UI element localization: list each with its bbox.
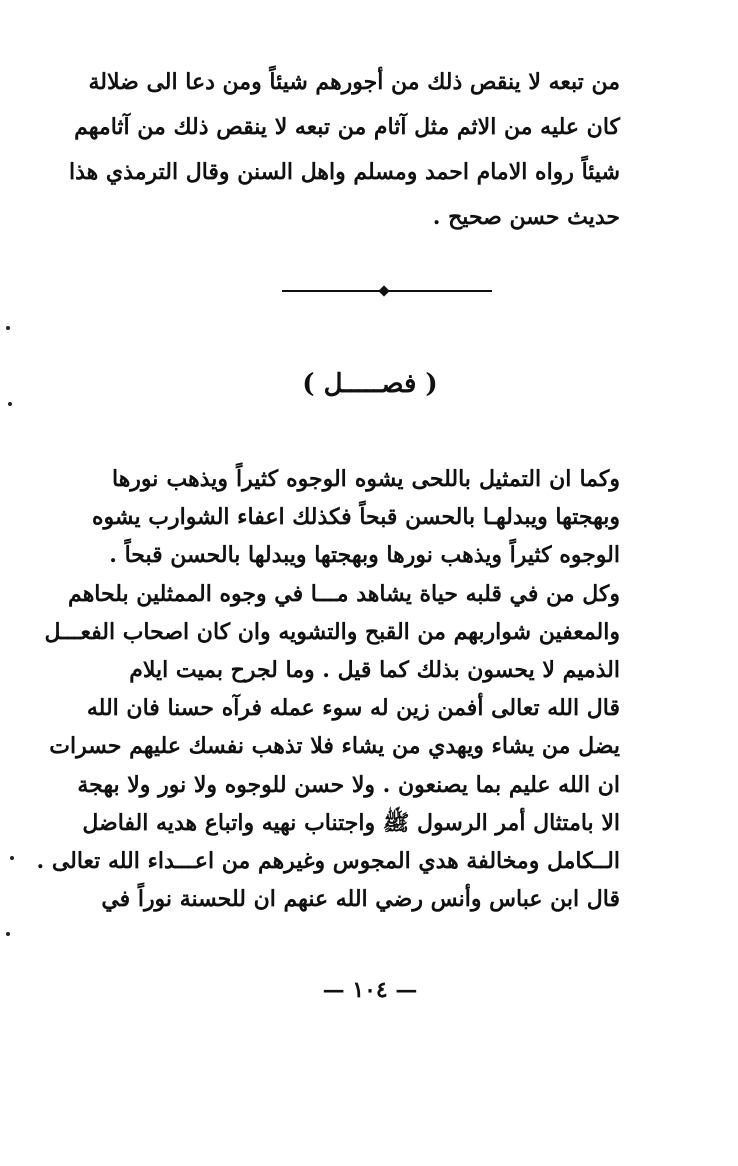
text-line: كان عليه من الاثم مثل آثام من تبعه لا ينقص ذلك من آثامهم xyxy=(74,114,620,140)
text-line: وبهجتها ويبدلهـا بالحسن قبحاً فكذلك اعفاء الشوارب يشوه xyxy=(91,504,620,531)
page-number: — ١٠٤ — xyxy=(322,977,418,1003)
text-line: الوجوه كثيراً ويذهب نورها وبهجتها ويبدلها بالحسن قبحاً . xyxy=(109,542,620,569)
text-line: حديث حسن صحيح . xyxy=(432,204,620,230)
scan-speck xyxy=(10,856,14,860)
scan-speck xyxy=(6,932,10,936)
text-line: الــكامل ومخالفة هدي المجوس وغيرهم من اعـــداء الله تعالى . xyxy=(36,847,620,874)
text-line: من تبعه لا ينقص ذلك من أجورهم شيئاً ومن دعا الى ضلالة xyxy=(88,69,620,95)
scan-speck xyxy=(6,326,10,330)
divider-diamond-icon xyxy=(378,285,389,296)
scan-speck xyxy=(8,402,12,406)
text-line: والمعفين شواربهم من القبح والتشويه وان كان اصحاب الفعـــل xyxy=(44,618,620,645)
text-line: قال الله تعالى أفمن زين له سوء عمله فرآه حسنا فان الله xyxy=(86,695,620,722)
text-line: يضل من يشاء ويهدي من يشاء فلا تذهب نفسك عليهم حسرات xyxy=(49,733,620,760)
text-line: الا بامتثال أمر الرسول ﷺ واجتناب نهيه واتباع هديه الفاضل xyxy=(82,809,620,836)
text-line: قال ابن عباس وأنس رضي الله عنهم ان للحسنة نوراً في xyxy=(101,886,620,913)
section-heading: ( فصـــــل ) xyxy=(302,369,438,399)
text-line: وكل من في قلبه حياة يشاهد مـــا في وجوه الممثلين بلحاهم xyxy=(68,580,620,607)
top-paragraph xyxy=(69,60,620,240)
text-line: شيئاً رواه الامام احمد ومسلم واهل السنن وقال الترمذي هذا xyxy=(69,159,620,185)
text-line: ان الله عليم بما يصنعون . ولا حسن للوجوه ولا نور ولا بهجة xyxy=(77,771,620,798)
text-line: وكما ان التمثيل باللحى يشوه الوجوه كثيراً ويذهب نورها xyxy=(112,466,620,492)
body-text xyxy=(36,460,620,918)
text-line: الذميم لا يحسون بذلك كما قيل . وما لجرح بميت ايلام xyxy=(129,656,620,683)
